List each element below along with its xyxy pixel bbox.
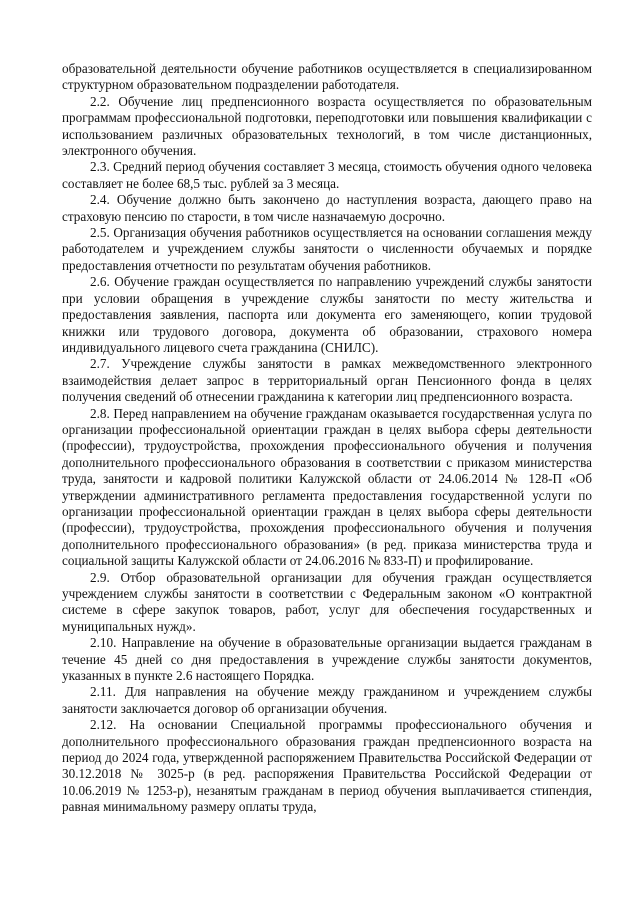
document-page — [62, 61, 592, 816]
paragraph-2-12: 2.12. На основании Специальной программы профессионального обучения и дополнительного профессионального образования граждан предпенсионного возраста на период до 2024 года, утвержденной распоряжением Правительства Российской Федерации от 30.12.2018 № 3025-р (в ред. распоряжения Правительства Российской Федерации от 10.06.2019 № 1253-р), незанятым гражданам в период обучения выплачивается стипендия, равная минимальному размеру оплаты труда, — [62, 717, 592, 815]
paragraph-2-3: 2.3. Средний период обучения составляет 3 месяца, стоимость обучения одного человека составляет не более 68,5 тыс. рублей за 3 месяца. — [62, 159, 592, 191]
paragraph-2-7: 2.7. Учреждение службы занятости в рамках межведомственного электронного взаимодействия делает запрос в территориальный орган Пенсионного фонда в целях получения сведений об отнесении гражданина к категории лиц предпенсионного возраста. — [62, 356, 592, 405]
paragraph-2-6: 2.6. Обучение граждан осуществляется по направлению учреждений службы занятости при условии обращения в учреждение службы занятости по месту жительства и предоставления заявления, паспорта или документа его заменяющего, копии трудовой книжки или трудового договора, документа об образовании, страхового номера индивидуального лицевого счета гражданина (СНИЛС). — [62, 274, 592, 355]
paragraph-2-11: 2.11. Для направления на обучение между гражданином и учреждением службы занятости заключается договор об организации обучения. — [62, 684, 592, 716]
paragraph-2-8: 2.8. Перед направлением на обучение гражданам оказывается государственная услуга по организации профессиональной ориентации граждан в целях выбора сферы деятельности (профессии), трудоустройства, прохождения профессионального обучения и получения дополнительного профессионального образования в соответствии с приказом министерства труда, занятости и кадровой политики Калужской области от 24.06.2014 № 128-П «Об утверждении административного регламента предоставления государственной услуги по организации профессиональной ориентации граждан в целях выбора сферы деятельности (профессии), трудоустройства, прохождения профессионального обучения и получения дополнительного профессионального образования» (в ред. приказа министерства труда и социальной защиты Калужской области от 24.06.2016 № 833-П) и профилирование. — [62, 405, 592, 569]
paragraph-continuation: образовательной деятельности обучение работников осуществляется в специализированном структурном образовательном подразделении работодателя. — [62, 61, 592, 93]
paragraph-2-10: 2.10. Направление на обучение в образовательные организации выдается гражданам в течение 45 дней со дня предоставления в учреждение службы занятости документов, указанных в пункте 2.6 настоящего Порядка. — [62, 635, 592, 684]
paragraph-2-5: 2.5. Организация обучения работников осуществляется на основании соглашения между работодателем и учреждением службы занятости о численности обучаемых и порядке предоставления отчетности по результатам обучения работников. — [62, 225, 592, 273]
paragraph-2-2: 2.2. Обучение лиц предпенсионного возраста осуществляется по образовательным программам профессиональной подготовки, переподготовки или повышения квалификации с использованием различных образовательных технологий, в том числе дистанционных, электронного обучения. — [62, 93, 592, 159]
paragraph-2-4: 2.4. Обучение должно быть закончено до наступления возраста, дающего право на страховую пенсию по старости, в том числе назначаемую досрочно. — [62, 192, 592, 224]
paragraph-2-9: 2.9. Отбор образовательной организации для обучения граждан осуществляется учреждением службы занятости в соответствии с Федеральным законом «О контрактной системе в сфере закупок товаров, работ, услуг для обеспечения государственных и муниципальных нужд». — [62, 569, 592, 634]
